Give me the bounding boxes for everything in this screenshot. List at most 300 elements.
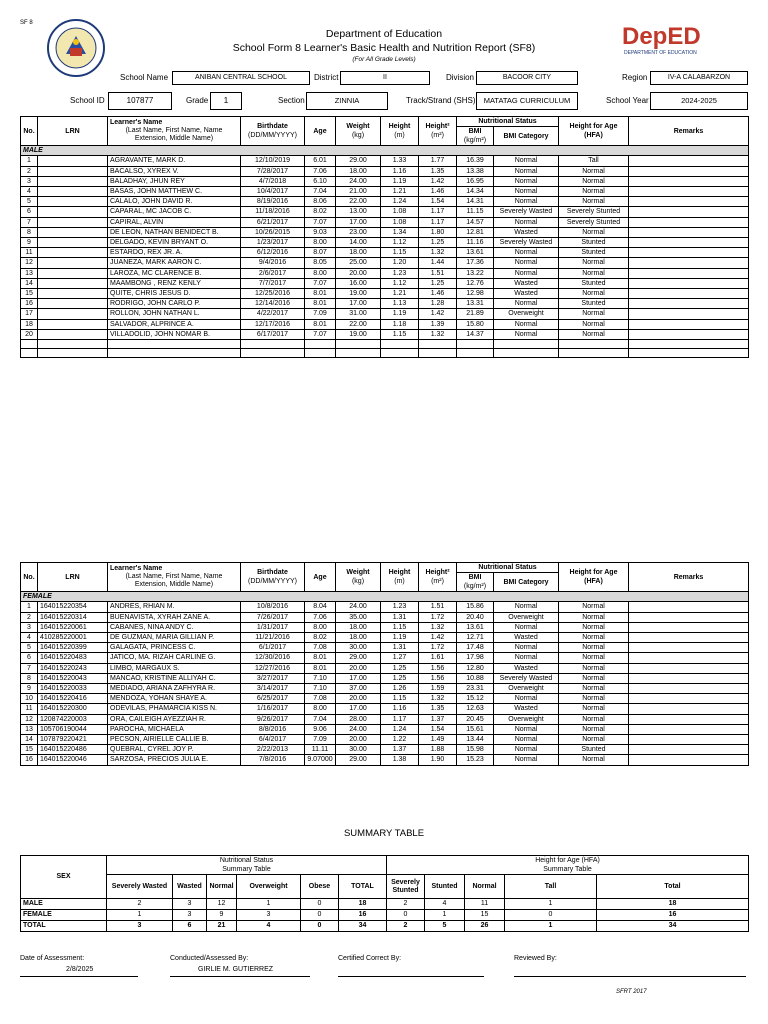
- cell-name: CALALO, JOHN DAVID R.: [108, 197, 241, 207]
- cell-cat: Severely Wasted: [494, 238, 559, 248]
- cell-hfa: Normal: [559, 653, 629, 663]
- col-bmi-category: BMI Category: [494, 127, 559, 146]
- cell-birth: 12/10/2019: [241, 156, 305, 166]
- cell-height: 1.15: [381, 622, 419, 632]
- cell-hsq: 1.39: [419, 319, 457, 329]
- col-bmi-line2: (kg/m²): [463, 583, 487, 591]
- cell-hsq: 1.44: [419, 258, 457, 268]
- cell-bmi: 12.63: [457, 704, 494, 714]
- cell-lrn: [38, 329, 108, 339]
- cell-name: QUEBRAL, CYREL JOY P.: [108, 745, 241, 755]
- cell-hfa: Stunted: [559, 238, 629, 248]
- cell-remarks: [629, 289, 749, 299]
- table-row: [21, 309, 749, 319]
- table-row: [21, 735, 749, 745]
- cell-hsq: 1.32: [419, 622, 457, 632]
- cell-weight: 23.00: [336, 227, 381, 237]
- cell-hsq: 1.54: [419, 197, 457, 207]
- table-row: [21, 319, 749, 329]
- cell-no: 14: [21, 278, 38, 288]
- cell-age: 7.09: [305, 309, 336, 319]
- cell-weight: 30.00: [336, 643, 381, 653]
- col-weight: [336, 117, 381, 146]
- col-hfa: [559, 117, 629, 146]
- cell-birth: 2/6/2017: [241, 268, 305, 278]
- grade-label: Grade: [186, 96, 209, 105]
- col-name-line1: Learner's Name: [110, 565, 163, 573]
- cell-weight: 18.00: [336, 248, 381, 258]
- col-hsq-line2: (m²): [431, 132, 444, 140]
- table-row: [21, 258, 749, 268]
- cell-remarks: [629, 633, 749, 643]
- cell-lrn: [38, 299, 108, 309]
- cell-bmi: 13.44: [457, 735, 494, 745]
- conducted-label: Conducted/Assessed By:: [170, 955, 249, 962]
- cell-name: MAAMBONG , RENZ KENLY: [108, 278, 241, 288]
- cell-lrn: [38, 166, 108, 176]
- cell-hsq: 1.42: [419, 633, 457, 643]
- cell-weight: 22.00: [336, 319, 381, 329]
- col-lrn: LRN: [38, 117, 108, 146]
- cell-bmi: 14.31: [457, 197, 494, 207]
- cell-birth: 1/23/2017: [241, 238, 305, 248]
- cell-weight: 31.00: [336, 309, 381, 319]
- cell-weight: 24.00: [336, 724, 381, 734]
- summary-hfa-cell: 2: [387, 921, 425, 932]
- cell-name: BASAS, JOHN MATTHEW C.: [108, 187, 241, 197]
- cell-no: 2: [21, 612, 38, 622]
- blank-cell: [457, 340, 494, 349]
- cell-lrn: [38, 248, 108, 258]
- summary-hfa-header-line1: Height for Age (HFA): [535, 857, 600, 864]
- col-weight-line2: (kg): [351, 578, 365, 586]
- cell-age: 7.07: [305, 278, 336, 288]
- col-hsq-line1: Height²: [425, 123, 450, 131]
- cell-bmi: 14.37: [457, 329, 494, 339]
- col-no: No.: [21, 117, 38, 146]
- cell-remarks: [629, 653, 749, 663]
- cell-hfa: Normal: [559, 289, 629, 299]
- cell-no: 16: [21, 299, 38, 309]
- summary-nutri-cell: 1: [237, 899, 301, 910]
- cell-weight: 24.00: [336, 176, 381, 186]
- cell-bmi: 17.98: [457, 653, 494, 663]
- table-row: [21, 289, 749, 299]
- cell-hfa: Normal: [559, 258, 629, 268]
- cell-age: 7.10: [305, 684, 336, 694]
- cell-lrn: 105706190044: [38, 724, 108, 734]
- form-subtitle: (For All Grade Levels): [352, 56, 416, 63]
- cell-no: 5: [21, 197, 38, 207]
- cell-no: 8: [21, 673, 38, 683]
- cell-bmi: 11.15: [457, 207, 494, 217]
- cell-height: 1.18: [381, 319, 419, 329]
- table-row: [21, 156, 749, 166]
- cell-hfa: Normal: [559, 329, 629, 339]
- col-hfa-line2: (HFA): [584, 132, 603, 140]
- cell-birth: 6/12/2016: [241, 248, 305, 258]
- cell-name: JATICO, MA. RIZAH CARLINE G.: [108, 653, 241, 663]
- cell-hfa: Normal: [559, 319, 629, 329]
- col-nutritional-status: Nutritional Status: [457, 117, 559, 127]
- col-birth-line2: (DD/MM/YYYY): [248, 578, 297, 586]
- deped-subtext: DEPARTMENT OF EDUCATION: [624, 50, 697, 56]
- cell-remarks: [629, 673, 749, 683]
- blank-cell: [336, 349, 381, 358]
- cell-height: 1.38: [381, 755, 419, 765]
- cell-weight: 20.00: [336, 268, 381, 278]
- cell-lrn: 164015220483: [38, 653, 108, 663]
- cell-hsq: 1.32: [419, 694, 457, 704]
- cell-remarks: [629, 704, 749, 714]
- cell-bmi: 23.31: [457, 684, 494, 694]
- cell-age: 8.04: [305, 602, 336, 612]
- school-year-value: 2024-2025: [650, 92, 748, 110]
- cell-birth: 7/26/2017: [241, 612, 305, 622]
- date-line: [20, 976, 138, 977]
- cell-hsq: 1.42: [419, 176, 457, 186]
- blank-cell: [419, 349, 457, 358]
- cell-hsq: 1.72: [419, 612, 457, 622]
- summary-hfa-cell: 1: [425, 910, 465, 921]
- cell-cat: Normal: [494, 268, 559, 278]
- cell-height: 1.13: [381, 299, 419, 309]
- cell-remarks: [629, 724, 749, 734]
- cell-birth: 3/14/2017: [241, 684, 305, 694]
- summary-nutri-cell: 21: [207, 921, 237, 932]
- summary-hfa-cell: 15: [465, 910, 505, 921]
- summary-hfa-cell: 2: [387, 899, 425, 910]
- cell-hsq: 1.88: [419, 745, 457, 755]
- cell-remarks: [629, 745, 749, 755]
- cell-hsq: 1.28: [419, 299, 457, 309]
- cell-cat: Normal: [494, 156, 559, 166]
- cell-hsq: 1.59: [419, 684, 457, 694]
- cell-birth: 11/18/2016: [241, 207, 305, 217]
- cell-weight: 17.00: [336, 217, 381, 227]
- cell-lrn: [38, 289, 108, 299]
- summary-hfa-cell: 34: [597, 921, 749, 932]
- cell-hfa: Stunted: [559, 745, 629, 755]
- cell-cat: Normal: [494, 319, 559, 329]
- col-hsq-line1: Height²: [425, 569, 450, 577]
- cell-bmi: 16.39: [457, 156, 494, 166]
- cell-weight: 29.00: [336, 653, 381, 663]
- cell-remarks: [629, 278, 749, 288]
- summary-nutri-col: Obese: [301, 875, 339, 899]
- summary-hfa-cell: 0: [387, 910, 425, 921]
- cell-no: 2: [21, 166, 38, 176]
- division-label: Division: [446, 73, 475, 82]
- cell-no: 8: [21, 227, 38, 237]
- cell-hsq: 1.42: [419, 309, 457, 319]
- cell-lrn: 164015220314: [38, 612, 108, 622]
- summary-hfa-header-line2: Summary Table: [543, 866, 592, 873]
- cell-name: PECSON, AIRIELLE CALLIE B.: [108, 735, 241, 745]
- cell-lrn: 164015220043: [38, 673, 108, 683]
- cell-bmi: 13.31: [457, 299, 494, 309]
- cell-cat: Normal: [494, 176, 559, 186]
- cell-age: 8.01: [305, 653, 336, 663]
- col-hsq-line2: (m²): [431, 578, 444, 586]
- cell-remarks: [629, 755, 749, 765]
- cell-no: 3: [21, 622, 38, 632]
- blank-cell: [336, 340, 381, 349]
- summary-nutri-cell: 16: [339, 910, 387, 921]
- cell-weight: 24.00: [336, 602, 381, 612]
- cell-hsq: 1.46: [419, 289, 457, 299]
- cell-hsq: 1.56: [419, 663, 457, 673]
- cell-hsq: 1.77: [419, 156, 457, 166]
- blank-row: [21, 349, 749, 358]
- col-height: [381, 117, 419, 146]
- col-name-line3: Extension, Middle Name): [134, 581, 214, 589]
- conducted-line: [170, 976, 310, 977]
- cell-hfa: Normal: [559, 735, 629, 745]
- cell-name: CAPIRAL, ALVIN: [108, 217, 241, 227]
- col-hfa-line1: Height for Age: [569, 123, 618, 131]
- cell-lrn: [38, 309, 108, 319]
- blank-cell: [559, 349, 629, 358]
- cell-weight: 18.00: [336, 622, 381, 632]
- blank-cell: [559, 340, 629, 349]
- cell-hfa: Normal: [559, 268, 629, 278]
- cell-cat: Normal: [494, 299, 559, 309]
- cell-hsq: 1.49: [419, 735, 457, 745]
- cell-remarks: [629, 643, 749, 653]
- summary-hfa-col: Normal: [465, 875, 505, 899]
- cell-age: 8.00: [305, 704, 336, 714]
- cell-hsq: 1.90: [419, 755, 457, 765]
- col-birthdate: [241, 117, 305, 146]
- cell-bmi: 11.16: [457, 238, 494, 248]
- blank-cell: [419, 340, 457, 349]
- certified-label: Certified Correct By:: [338, 955, 402, 962]
- col-name-line1: Learner's Name: [110, 119, 163, 127]
- cell-hfa: Normal: [559, 622, 629, 632]
- cell-hsq: 1.80: [419, 227, 457, 237]
- blank-cell: [21, 340, 38, 349]
- cell-birth: 9/4/2016: [241, 258, 305, 268]
- blank-cell: [241, 349, 305, 358]
- summary-hfa-cell: 1: [505, 899, 597, 910]
- cell-birth: 10/8/2016: [241, 602, 305, 612]
- cell-cat: Normal: [494, 258, 559, 268]
- cell-birth: 3/27/2017: [241, 673, 305, 683]
- cell-hsq: 1.32: [419, 248, 457, 258]
- cell-lrn: 164015220033: [38, 684, 108, 694]
- cell-hfa: Severely Stunted: [559, 207, 629, 217]
- cell-birth: 9/26/2017: [241, 714, 305, 724]
- cell-name: BACALSO, XYREX V.: [108, 166, 241, 176]
- table-row: [21, 684, 749, 694]
- deped-brand-logo: [620, 20, 740, 60]
- cell-hfa: Stunted: [559, 248, 629, 258]
- cell-name: CAPARAL, MC JACOB C.: [108, 207, 241, 217]
- cell-hfa: Normal: [559, 684, 629, 694]
- cell-no: 6: [21, 207, 38, 217]
- cell-remarks: [629, 166, 749, 176]
- cell-cat: Overweight: [494, 612, 559, 622]
- cell-name: ANDRES, RHIAN M.: [108, 602, 241, 612]
- cell-birth: 7/8/2016: [241, 755, 305, 765]
- table-row: [21, 227, 749, 237]
- col-bmi: [457, 573, 494, 592]
- female-learners-table: [20, 562, 749, 766]
- cell-cat: Normal: [494, 217, 559, 227]
- cell-height: 1.15: [381, 248, 419, 258]
- cell-weight: 25.00: [336, 258, 381, 268]
- cell-name: PAROCHA, MICHAELA: [108, 724, 241, 734]
- cell-age: 8.05: [305, 258, 336, 268]
- summary-nutri-cell: 0: [301, 899, 339, 910]
- cell-name: RODRIGO, JOHN CARLO P.: [108, 299, 241, 309]
- summary-hfa-cell: 26: [465, 921, 505, 932]
- cell-no: 7: [21, 217, 38, 227]
- cell-weight: 14.00: [336, 238, 381, 248]
- table-row: [21, 176, 749, 186]
- cell-remarks: [629, 684, 749, 694]
- cell-weight: 18.00: [336, 166, 381, 176]
- cell-hfa: Severely Stunted: [559, 217, 629, 227]
- cell-age: 7.10: [305, 673, 336, 683]
- cell-lrn: 164015220399: [38, 643, 108, 653]
- col-height-sq: [419, 563, 457, 592]
- cell-age: 8.00: [305, 622, 336, 632]
- cell-age: 8.01: [305, 299, 336, 309]
- cell-hfa: Normal: [559, 309, 629, 319]
- cell-height: 1.21: [381, 187, 419, 197]
- cell-lrn: 164015220046: [38, 755, 108, 765]
- blank-cell: [108, 340, 241, 349]
- cell-cat: Normal: [494, 329, 559, 339]
- cell-remarks: [629, 176, 749, 186]
- summary-nutri-cell: 34: [339, 921, 387, 932]
- cell-name: LIMBO, MARGAUX S.: [108, 663, 241, 673]
- cell-birth: 12/30/2016: [241, 653, 305, 663]
- table-row: [21, 643, 749, 653]
- cell-no: 9: [21, 238, 38, 248]
- cell-no: 14: [21, 735, 38, 745]
- region-label: Region: [622, 73, 648, 82]
- col-age: Age: [305, 117, 336, 146]
- cell-bmi: 15.80: [457, 319, 494, 329]
- col-lrn: LRN: [38, 563, 108, 592]
- cell-bmi: 20.40: [457, 612, 494, 622]
- cell-birth: 11/21/2016: [241, 633, 305, 643]
- summary-nutri-header-line1: Nutritional Status: [219, 857, 274, 864]
- col-name-line2: (Last Name, First Name, Name: [125, 127, 223, 135]
- cell-bmi: 12.71: [457, 633, 494, 643]
- cell-birth: 6/25/2017: [241, 694, 305, 704]
- cell-birth: 2/22/2013: [241, 745, 305, 755]
- cell-bmi: 13.22: [457, 268, 494, 278]
- cell-birth: 4/22/2017: [241, 309, 305, 319]
- cell-height: 1.15: [381, 694, 419, 704]
- col-height-line1: Height: [388, 123, 411, 131]
- cell-lrn: 164015220300: [38, 704, 108, 714]
- cell-birth: 1/31/2017: [241, 622, 305, 632]
- cell-no: 4: [21, 633, 38, 643]
- cell-age: 7.07: [305, 329, 336, 339]
- col-height-line2: (m): [394, 578, 405, 586]
- cell-remarks: [629, 602, 749, 612]
- cell-no: 17: [21, 309, 38, 319]
- cell-weight: 35.00: [336, 612, 381, 622]
- cell-remarks: [629, 268, 749, 278]
- summary-nutri-header: [107, 856, 387, 875]
- col-weight-line1: Weight: [346, 123, 370, 131]
- cell-hsq: 1.17: [419, 217, 457, 227]
- district-label: District: [314, 73, 339, 82]
- cell-name: AGRAVANTE, MARK D.: [108, 156, 241, 166]
- blank-cell: [38, 349, 108, 358]
- summary-row-label: TOTAL: [21, 921, 107, 932]
- col-height: [381, 563, 419, 592]
- cell-weight: 19.00: [336, 289, 381, 299]
- blank-cell: [629, 349, 749, 358]
- table-row: [21, 268, 749, 278]
- cell-birth: 6/17/2017: [241, 329, 305, 339]
- cell-remarks: [629, 156, 749, 166]
- cell-hsq: 1.51: [419, 602, 457, 612]
- blank-cell: [381, 349, 419, 358]
- cell-weight: 30.00: [336, 745, 381, 755]
- cell-hsq: 1.25: [419, 238, 457, 248]
- cell-birth: 1/16/2017: [241, 704, 305, 714]
- cell-bmi: 14.57: [457, 217, 494, 227]
- cell-cat: Wasted: [494, 633, 559, 643]
- summary-hfa-header: [387, 856, 749, 875]
- cell-lrn: 107879220421: [38, 735, 108, 745]
- cell-weight: 20.00: [336, 735, 381, 745]
- grade-value: 1: [210, 92, 242, 110]
- female-section-label: FEMALE: [21, 592, 749, 602]
- cell-birth: 7/28/2017: [241, 166, 305, 176]
- cell-age: 8.00: [305, 238, 336, 248]
- cell-hfa: Tall: [559, 156, 629, 166]
- cell-remarks: [629, 187, 749, 197]
- cell-no: 7: [21, 663, 38, 673]
- cell-weight: 22.00: [336, 197, 381, 207]
- summary-hfa-cell: 4: [425, 899, 465, 910]
- table-row: [21, 745, 749, 755]
- cell-age: 7.06: [305, 612, 336, 622]
- cell-age: 7.08: [305, 694, 336, 704]
- cell-weight: 28.00: [336, 714, 381, 724]
- table-row: [21, 673, 749, 683]
- col-hfa: [559, 563, 629, 592]
- cell-weight: 37.00: [336, 684, 381, 694]
- summary-hfa-cell: 5: [425, 921, 465, 932]
- summary-row-label: MALE: [21, 899, 107, 910]
- cell-cat: Wasted: [494, 704, 559, 714]
- cell-lrn: [38, 156, 108, 166]
- cell-age: 7.08: [305, 643, 336, 653]
- cell-weight: 20.00: [336, 663, 381, 673]
- summary-row: [21, 921, 749, 932]
- cell-age: 9.07000: [305, 755, 336, 765]
- cell-no: 3: [21, 176, 38, 186]
- cell-bmi: 16.95: [457, 176, 494, 186]
- district-value: II: [340, 71, 430, 85]
- cell-age: 7.06: [305, 166, 336, 176]
- certified-line: [338, 976, 484, 977]
- cell-lrn: [38, 207, 108, 217]
- cell-cat: Normal: [494, 735, 559, 745]
- school-id-value: 107877: [108, 92, 172, 110]
- summary-hfa-col: Total: [597, 875, 749, 899]
